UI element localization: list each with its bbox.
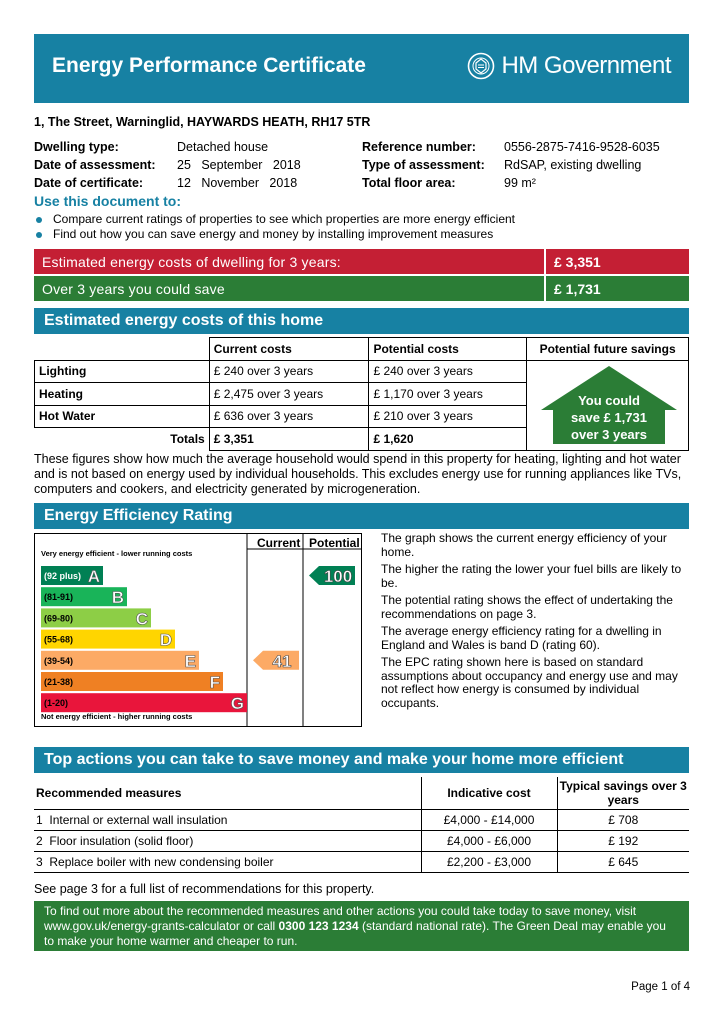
band-letter: C <box>135 609 148 629</box>
totals-label: Totals <box>170 432 205 446</box>
chart-header-potential: Potential <box>309 536 360 550</box>
page-number: Page 1 of 4 <box>631 981 690 993</box>
band-letter: G <box>230 694 244 714</box>
band-range-label: (1-20) <box>44 698 69 709</box>
use-document-heading: Use this document to: <box>34 193 182 209</box>
chart-top-note: Very energy efficient - lower running costs <box>41 549 193 558</box>
measure-number: 1 <box>36 812 43 827</box>
potential-saving-value: £ 1,731 <box>544 276 689 301</box>
rating-section-heading: Energy Efficiency Rating <box>34 503 689 529</box>
rating-band-g <box>41 693 247 712</box>
detail-label: Type of assessment: <box>362 158 485 172</box>
bullet-icon <box>36 232 42 238</box>
actions-section-heading: Top actions you can take to save money and make your home more efficient <box>34 747 689 773</box>
rating-note: The EPC rating shown here is based on standard assumptions about occupancy and energy use and may not reflect how energy is consumed by individual occupants. <box>381 655 678 710</box>
table-row <box>34 851 689 872</box>
detail-value: Detached house <box>177 140 269 154</box>
table-header-row <box>35 338 689 361</box>
savings-badge-line: save £ 1,731 <box>571 410 647 425</box>
measure-text: Floor insulation (solid floor) <box>49 833 194 848</box>
band-range-label: (55-68) <box>44 634 74 645</box>
rating-explanation <box>381 532 691 714</box>
list-item-text: Compare current ratings of properties to see which properties are more energy efficient <box>53 212 516 226</box>
savings-badge <box>541 366 677 444</box>
list-item-text: Find out how you can save energy and money by installing improvement measures <box>53 227 494 241</box>
column-header-measures: Recommended measures <box>34 777 421 809</box>
potential-saving-label: Over 3 years you could save <box>42 280 225 297</box>
detail-row <box>34 138 301 156</box>
chart-bottom-note: Not energy efficient - higher running costs <box>41 712 193 721</box>
totals-current: £ 3,351 <box>209 428 369 451</box>
band-letter: A <box>87 567 100 586</box>
column-header-current: Current costs <box>209 338 369 361</box>
energy-rating-chart <box>34 533 362 727</box>
band-letter: B <box>111 588 124 608</box>
savings-badge-line: over 3 years <box>571 427 647 442</box>
rating-note: The higher the rating the lower your fuel bills are likely to be. <box>381 562 682 590</box>
measure-cell <box>34 830 421 851</box>
column-header-potential: Potential costs <box>369 338 527 361</box>
band-range-label: (69-80) <box>44 613 74 624</box>
bullet-icon <box>36 217 42 223</box>
saving-cell: £ 192 <box>557 830 689 851</box>
details-left <box>34 138 301 192</box>
measure-cell <box>34 851 421 872</box>
detail-label: Date of certificate: <box>34 176 144 190</box>
estimated-cost-label: Estimated energy costs of dwelling for 3 years: <box>42 253 341 270</box>
band-letter: E <box>184 651 196 671</box>
cost-cell: £2,200 - £3,000 <box>421 851 557 872</box>
measure-number: 3 <box>36 854 43 869</box>
info-box <box>34 901 689 951</box>
cost-cell: £4,000 - £14,000 <box>421 809 557 830</box>
rating-note: The potential rating shows the effect of undertaking the recommendations on page 3. <box>381 593 673 621</box>
band-letter: D <box>159 630 172 650</box>
estimated-cost-bar <box>34 249 689 274</box>
totals-potential: £ 1,620 <box>369 428 527 451</box>
measure-text: Replace boiler with new condensing boiler <box>49 854 274 869</box>
table-row <box>34 809 689 830</box>
detail-value: RdSAP, existing dwelling <box>504 158 642 172</box>
potential-cost-cell: £ 210 over 3 years <box>369 405 527 428</box>
current-cost-cell: £ 2,475 over 3 years <box>209 383 369 406</box>
current-cost-cell: £ 240 over 3 years <box>209 360 369 383</box>
potential-cost-cell: £ 1,170 over 3 years <box>369 383 527 406</box>
header-banner <box>34 34 689 103</box>
band-range-label: (81-91) <box>44 592 74 603</box>
measure-cell <box>34 809 421 830</box>
detail-label: Date of assessment: <box>34 158 156 172</box>
column-header-savings: Typical savings over 3 years <box>557 777 689 809</box>
page-title: Energy Performance Certificate <box>52 54 366 77</box>
estimated-cost-value: £ 3,351 <box>544 249 689 274</box>
detail-row <box>34 156 301 174</box>
detail-row <box>362 156 660 174</box>
info-text: To find out more about the recommended measures and other actions you could take today to save money, visit www.gov.uk/energy-grants-calculator or call <box>44 904 637 933</box>
rating-note: The graph shows the current energy efficiency of your home. <box>381 531 667 559</box>
logo-text: HM Government <box>501 52 671 79</box>
saving-cell: £ 708 <box>557 809 689 830</box>
detail-value: 25 September 2018 <box>177 158 301 172</box>
row-label: Lighting <box>35 360 210 383</box>
current-cost-cell: £ 636 over 3 years <box>209 405 369 428</box>
table-row <box>34 830 689 851</box>
current-rating-value: 41 <box>272 651 292 671</box>
measure-number: 2 <box>36 833 43 848</box>
detail-row <box>34 174 301 192</box>
rating-chart-graphic <box>35 534 361 726</box>
row-label: Heating <box>35 383 210 406</box>
chart-header-current: Current <box>257 536 301 550</box>
detail-label: Reference number: <box>362 140 476 154</box>
hm-government-logo <box>467 52 671 80</box>
saving-cell: £ 645 <box>557 851 689 872</box>
info-phone: 0300 123 1234 <box>278 919 359 933</box>
savings-badge-text <box>551 392 667 443</box>
band-range-label: (21-38) <box>44 677 74 687</box>
details-right <box>362 138 660 192</box>
detail-label: Dwelling type: <box>34 140 119 154</box>
potential-cost-cell: £ 240 over 3 years <box>369 360 527 383</box>
see-page-note: See page 3 for a full list of recommendations for this property. <box>34 882 375 896</box>
detail-value: 12 November 2018 <box>177 176 298 190</box>
detail-value: 99 m² <box>504 176 536 190</box>
detail-row <box>362 174 660 192</box>
list-item <box>34 212 515 227</box>
band-letter: F <box>209 673 220 692</box>
detail-label: Total floor area: <box>362 176 456 190</box>
list-item <box>34 227 515 242</box>
detail-row <box>362 138 660 156</box>
property-address: 1, The Street, Warninglid, HAYWARDS HEATH, RH17 5TR <box>34 115 371 129</box>
recommended-actions-table <box>34 777 689 873</box>
rating-note: The average energy efficiency rating for a dwelling in England and Wales is band D (rating 60). <box>381 624 662 652</box>
band-range-label: (92 plus) <box>44 571 82 581</box>
row-label: Hot Water <box>35 405 210 428</box>
potential-saving-bar <box>34 276 689 301</box>
table-header-empty <box>35 338 210 361</box>
use-document-list <box>34 212 515 242</box>
savings-badge-line: You could <box>578 393 640 408</box>
column-header-savings: Potential future savings <box>527 338 689 361</box>
measure-text: Internal or external wall insulation <box>49 812 228 827</box>
table-header-row <box>34 777 689 809</box>
column-header-cost: Indicative cost <box>421 777 557 809</box>
cost-cell: £4,000 - £6,000 <box>421 830 557 851</box>
info-text-end: (standard national rate). The Green Deal may enable you to make your home warmer and cheaper to run. <box>44 919 666 948</box>
costs-explanation: These figures show how much the average household would spend in this property for heating, lighting and hot water and is not based on energy used by individual households. This excludes energy use for running appliances like TVs, computers and cookers, and electricity generated by microgeneration. <box>34 452 682 496</box>
detail-value: 0556-2875-7416-9528-6035 <box>504 140 660 154</box>
royal-crest-icon <box>467 52 495 80</box>
costs-section-heading: Estimated energy costs of this home <box>34 308 689 334</box>
band-range-label: (39-54) <box>44 655 74 666</box>
potential-rating-value: 100 <box>323 567 353 586</box>
